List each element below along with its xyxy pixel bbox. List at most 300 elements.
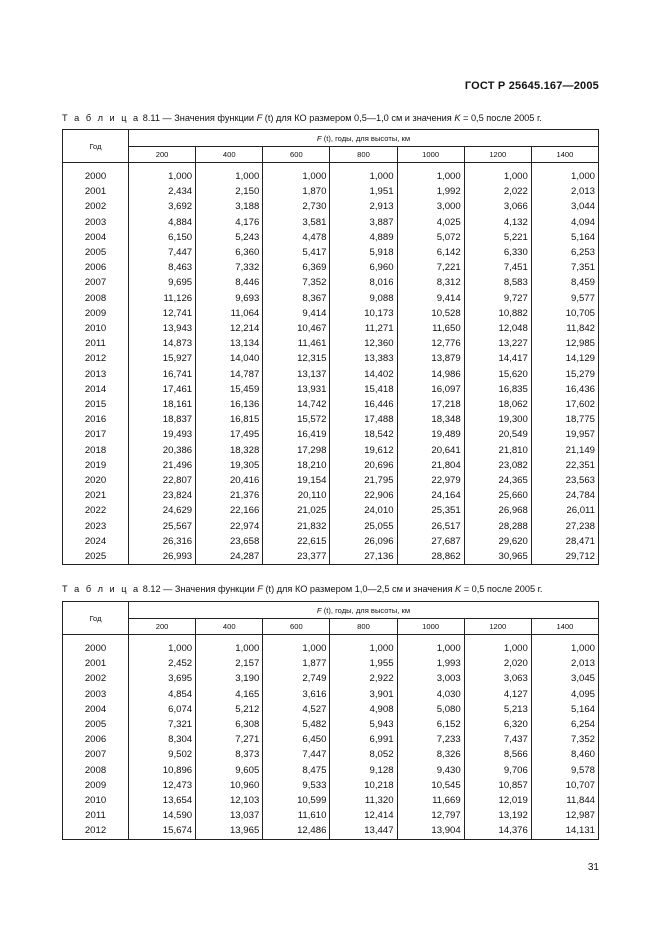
value-cell: 7,451 bbox=[464, 260, 531, 275]
value-cell: 10,882 bbox=[464, 306, 531, 321]
table-8-12 bbox=[62, 601, 599, 840]
value-cell: 21,496 bbox=[129, 458, 196, 473]
year-cell: 2018 bbox=[63, 443, 129, 458]
value-cell: 13,654 bbox=[129, 793, 196, 808]
table-row bbox=[63, 656, 599, 671]
value-cell: 12,473 bbox=[129, 778, 196, 793]
value-cell: 12,360 bbox=[330, 336, 397, 351]
value-cell: 11,610 bbox=[263, 808, 330, 823]
value-cell: 19,489 bbox=[397, 427, 464, 442]
value-cell: 8,460 bbox=[531, 747, 598, 762]
value-cell: 20,549 bbox=[464, 427, 531, 442]
height-col-header: 600 bbox=[263, 147, 330, 163]
value-cell: 11,461 bbox=[263, 336, 330, 351]
value-cell: 21,810 bbox=[464, 443, 531, 458]
table-row bbox=[63, 702, 599, 717]
value-cell: 26,993 bbox=[129, 549, 196, 565]
value-cell: 6,369 bbox=[263, 260, 330, 275]
value-cell: 17,488 bbox=[330, 412, 397, 427]
table-row bbox=[63, 245, 599, 260]
value-cell: 10,599 bbox=[263, 793, 330, 808]
value-cell: 6,960 bbox=[330, 260, 397, 275]
value-cell: 10,218 bbox=[330, 778, 397, 793]
value-cell: 8,463 bbox=[129, 260, 196, 275]
year-cell: 2005 bbox=[63, 717, 129, 732]
value-cell: 4,095 bbox=[531, 687, 598, 702]
value-cell: 28,471 bbox=[531, 534, 598, 549]
value-cell: 12,985 bbox=[531, 336, 598, 351]
table-row bbox=[63, 458, 599, 473]
value-cell: 13,931 bbox=[263, 382, 330, 397]
value-cell: 6,253 bbox=[531, 245, 598, 260]
year-cell: 2016 bbox=[63, 412, 129, 427]
value-cell: 13,383 bbox=[330, 351, 397, 366]
height-col-header: 600 bbox=[263, 619, 330, 635]
value-cell: 11,650 bbox=[397, 321, 464, 336]
table-row bbox=[63, 382, 599, 397]
table-row bbox=[63, 488, 599, 503]
value-cell: 24,010 bbox=[330, 503, 397, 518]
value-cell: 1,000 bbox=[129, 641, 196, 656]
page-number: 31 bbox=[587, 862, 599, 873]
value-cell: 1,992 bbox=[397, 184, 464, 199]
year-cell: 2017 bbox=[63, 427, 129, 442]
value-cell: 10,705 bbox=[531, 306, 598, 321]
value-cell: 13,904 bbox=[397, 823, 464, 839]
height-col-header: 1200 bbox=[464, 619, 531, 635]
value-cell: 11,669 bbox=[397, 793, 464, 808]
table-row bbox=[63, 397, 599, 412]
value-cell: 1,870 bbox=[263, 184, 330, 199]
value-cell: 18,542 bbox=[330, 427, 397, 442]
value-cell: 2,922 bbox=[330, 671, 397, 686]
value-cell: 7,447 bbox=[129, 245, 196, 260]
value-cell: 17,298 bbox=[263, 443, 330, 458]
table-row bbox=[63, 260, 599, 275]
value-cell: 12,987 bbox=[531, 808, 598, 823]
value-cell: 10,960 bbox=[196, 778, 263, 793]
value-cell: 12,214 bbox=[196, 321, 263, 336]
value-cell: 1,000 bbox=[531, 641, 598, 656]
value-cell: 11,842 bbox=[531, 321, 598, 336]
value-cell: 4,094 bbox=[531, 215, 598, 230]
year-cell: 2015 bbox=[63, 397, 129, 412]
value-cell: 24,629 bbox=[129, 503, 196, 518]
value-cell: 1,000 bbox=[531, 169, 598, 184]
value-cell: 8,326 bbox=[397, 747, 464, 762]
value-cell: 10,528 bbox=[397, 306, 464, 321]
value-cell: 9,577 bbox=[531, 291, 598, 306]
value-cell: 22,979 bbox=[397, 473, 464, 488]
value-cell: 1,000 bbox=[464, 169, 531, 184]
table-row bbox=[63, 823, 599, 839]
value-cell: 3,695 bbox=[129, 671, 196, 686]
value-cell: 17,218 bbox=[397, 397, 464, 412]
value-cell: 14,742 bbox=[263, 397, 330, 412]
value-cell: 12,741 bbox=[129, 306, 196, 321]
value-cell: 3,190 bbox=[196, 671, 263, 686]
year-cell: 2021 bbox=[63, 488, 129, 503]
year-cell: 2002 bbox=[63, 671, 129, 686]
value-cell: 7,352 bbox=[263, 275, 330, 290]
value-cell: 16,419 bbox=[263, 427, 330, 442]
value-cell: 15,927 bbox=[129, 351, 196, 366]
value-cell: 6,330 bbox=[464, 245, 531, 260]
year-cell: 2005 bbox=[63, 245, 129, 260]
value-cell: 24,164 bbox=[397, 488, 464, 503]
value-cell: 5,918 bbox=[330, 245, 397, 260]
value-cell: 14,040 bbox=[196, 351, 263, 366]
value-cell: 8,583 bbox=[464, 275, 531, 290]
value-cell: 3,692 bbox=[129, 199, 196, 214]
value-cell: 26,517 bbox=[397, 519, 464, 534]
value-cell: 25,567 bbox=[129, 519, 196, 534]
value-cell: 25,055 bbox=[330, 519, 397, 534]
year-cell: 2003 bbox=[63, 687, 129, 702]
value-cell: 12,797 bbox=[397, 808, 464, 823]
value-cell: 28,862 bbox=[397, 549, 464, 565]
col-year-header: Год bbox=[63, 130, 129, 163]
value-cell: 6,150 bbox=[129, 230, 196, 245]
value-cell: 15,279 bbox=[531, 367, 598, 382]
year-cell: 2022 bbox=[63, 503, 129, 518]
table-row bbox=[63, 793, 599, 808]
value-cell: 15,572 bbox=[263, 412, 330, 427]
height-col-header: 1000 bbox=[397, 619, 464, 635]
value-cell: 7,351 bbox=[531, 260, 598, 275]
value-cell: 6,450 bbox=[263, 732, 330, 747]
height-col-header: 400 bbox=[196, 147, 263, 163]
value-cell: 23,563 bbox=[531, 473, 598, 488]
value-cell: 13,965 bbox=[196, 823, 263, 839]
value-cell: 9,414 bbox=[263, 306, 330, 321]
group-header: F (t), годы, для высоты, км bbox=[129, 130, 599, 147]
value-cell: 19,154 bbox=[263, 473, 330, 488]
value-cell: 4,165 bbox=[196, 687, 263, 702]
height-col-header: 1400 bbox=[531, 147, 598, 163]
table-row bbox=[63, 336, 599, 351]
value-cell: 16,835 bbox=[464, 382, 531, 397]
value-cell: 1,000 bbox=[129, 169, 196, 184]
value-cell: 9,088 bbox=[330, 291, 397, 306]
year-cell: 2010 bbox=[63, 321, 129, 336]
table-row bbox=[63, 717, 599, 732]
height-col-header: 800 bbox=[330, 619, 397, 635]
table-8-11 bbox=[62, 129, 599, 565]
value-cell: 1,000 bbox=[196, 169, 263, 184]
value-cell: 22,974 bbox=[196, 519, 263, 534]
value-cell: 23,824 bbox=[129, 488, 196, 503]
value-cell: 1,000 bbox=[263, 641, 330, 656]
value-cell: 8,566 bbox=[464, 747, 531, 762]
value-cell: 19,493 bbox=[129, 427, 196, 442]
value-cell: 22,351 bbox=[531, 458, 598, 473]
value-cell: 21,795 bbox=[330, 473, 397, 488]
value-cell: 6,320 bbox=[464, 717, 531, 732]
value-cell: 4,025 bbox=[397, 215, 464, 230]
table-row bbox=[63, 549, 599, 565]
value-cell: 14,131 bbox=[531, 823, 598, 839]
value-cell: 29,712 bbox=[531, 549, 598, 565]
table-row bbox=[63, 671, 599, 686]
value-cell: 10,707 bbox=[531, 778, 598, 793]
value-cell: 3,000 bbox=[397, 199, 464, 214]
value-cell: 2,157 bbox=[196, 656, 263, 671]
table-row bbox=[63, 427, 599, 442]
value-cell: 21,804 bbox=[397, 458, 464, 473]
year-cell: 2001 bbox=[63, 656, 129, 671]
value-cell: 1,955 bbox=[330, 656, 397, 671]
value-cell: 1,993 bbox=[397, 656, 464, 671]
value-cell: 20,110 bbox=[263, 488, 330, 503]
value-cell: 24,287 bbox=[196, 549, 263, 565]
table-row bbox=[63, 503, 599, 518]
value-cell: 7,221 bbox=[397, 260, 464, 275]
value-cell: 1,000 bbox=[196, 641, 263, 656]
value-cell: 1,877 bbox=[263, 656, 330, 671]
value-cell: 18,775 bbox=[531, 412, 598, 427]
value-cell: 1,000 bbox=[263, 169, 330, 184]
value-cell: 14,787 bbox=[196, 367, 263, 382]
value-cell: 26,096 bbox=[330, 534, 397, 549]
year-cell: 2014 bbox=[63, 382, 129, 397]
value-cell: 1,000 bbox=[464, 641, 531, 656]
value-cell: 13,037 bbox=[196, 808, 263, 823]
value-cell: 23,658 bbox=[196, 534, 263, 549]
value-cell: 11,320 bbox=[330, 793, 397, 808]
value-cell: 10,545 bbox=[397, 778, 464, 793]
year-cell: 2003 bbox=[63, 215, 129, 230]
value-cell: 9,128 bbox=[330, 763, 397, 778]
value-cell: 2,730 bbox=[263, 199, 330, 214]
value-cell: 26,011 bbox=[531, 503, 598, 518]
height-col-header: 200 bbox=[129, 147, 196, 163]
value-cell: 12,315 bbox=[263, 351, 330, 366]
document-header: ГОСТ Р 25645.167—2005 bbox=[464, 80, 599, 92]
value-cell: 22,615 bbox=[263, 534, 330, 549]
value-cell: 23,377 bbox=[263, 549, 330, 565]
value-cell: 14,402 bbox=[330, 367, 397, 382]
value-cell: 9,695 bbox=[129, 275, 196, 290]
value-cell: 8,052 bbox=[330, 747, 397, 762]
value-cell: 19,612 bbox=[330, 443, 397, 458]
height-col-header: 400 bbox=[196, 619, 263, 635]
value-cell: 5,243 bbox=[196, 230, 263, 245]
value-cell: 12,776 bbox=[397, 336, 464, 351]
year-cell: 2012 bbox=[63, 823, 129, 839]
value-cell: 19,957 bbox=[531, 427, 598, 442]
table-row bbox=[63, 534, 599, 549]
value-cell: 15,459 bbox=[196, 382, 263, 397]
value-cell: 20,416 bbox=[196, 473, 263, 488]
value-cell: 10,467 bbox=[263, 321, 330, 336]
value-cell: 3,901 bbox=[330, 687, 397, 702]
value-cell: 18,328 bbox=[196, 443, 263, 458]
value-cell: 5,212 bbox=[196, 702, 263, 717]
value-cell: 1,951 bbox=[330, 184, 397, 199]
value-cell: 2,749 bbox=[263, 671, 330, 686]
value-cell: 6,142 bbox=[397, 245, 464, 260]
value-cell: 24,784 bbox=[531, 488, 598, 503]
value-cell: 4,854 bbox=[129, 687, 196, 702]
value-cell: 27,687 bbox=[397, 534, 464, 549]
value-cell: 5,482 bbox=[263, 717, 330, 732]
value-cell: 21,376 bbox=[196, 488, 263, 503]
value-cell: 9,533 bbox=[263, 778, 330, 793]
value-cell: 25,660 bbox=[464, 488, 531, 503]
value-cell: 22,166 bbox=[196, 503, 263, 518]
year-cell: 2025 bbox=[63, 549, 129, 565]
height-col-header: 800 bbox=[330, 147, 397, 163]
table-row bbox=[63, 275, 599, 290]
year-cell: 2007 bbox=[63, 747, 129, 762]
value-cell: 11,064 bbox=[196, 306, 263, 321]
table-row bbox=[63, 473, 599, 488]
value-cell: 11,844 bbox=[531, 793, 598, 808]
value-cell: 2,452 bbox=[129, 656, 196, 671]
value-cell: 6,360 bbox=[196, 245, 263, 260]
value-cell: 12,048 bbox=[464, 321, 531, 336]
table-row bbox=[63, 169, 599, 184]
table-row bbox=[63, 763, 599, 778]
value-cell: 15,418 bbox=[330, 382, 397, 397]
value-cell: 6,254 bbox=[531, 717, 598, 732]
value-cell: 18,161 bbox=[129, 397, 196, 412]
value-cell: 18,348 bbox=[397, 412, 464, 427]
value-cell: 8,459 bbox=[531, 275, 598, 290]
year-cell: 2006 bbox=[63, 732, 129, 747]
value-cell: 2,434 bbox=[129, 184, 196, 199]
value-cell: 14,986 bbox=[397, 367, 464, 382]
value-cell: 17,602 bbox=[531, 397, 598, 412]
table-row bbox=[63, 291, 599, 306]
value-cell: 13,137 bbox=[263, 367, 330, 382]
value-cell: 16,815 bbox=[196, 412, 263, 427]
value-cell: 19,305 bbox=[196, 458, 263, 473]
year-cell: 2024 bbox=[63, 534, 129, 549]
value-cell: 14,376 bbox=[464, 823, 531, 839]
value-cell: 13,227 bbox=[464, 336, 531, 351]
table-row bbox=[63, 687, 599, 702]
value-cell: 5,943 bbox=[330, 717, 397, 732]
value-cell: 9,727 bbox=[464, 291, 531, 306]
value-cell: 12,019 bbox=[464, 793, 531, 808]
year-cell: 2002 bbox=[63, 199, 129, 214]
year-cell: 2011 bbox=[63, 808, 129, 823]
value-cell: 2,013 bbox=[531, 184, 598, 199]
value-cell: 25,351 bbox=[397, 503, 464, 518]
value-cell: 9,414 bbox=[397, 291, 464, 306]
value-cell: 9,693 bbox=[196, 291, 263, 306]
table-8-12-caption: Т а б л и ц а 8.12 — Значения функции F (t) для КО размером 1,0—2,5 см и значения K = 0,5 после 2005 г. bbox=[62, 584, 543, 594]
year-cell: 2006 bbox=[63, 260, 129, 275]
value-cell: 18,837 bbox=[129, 412, 196, 427]
year-cell: 2004 bbox=[63, 702, 129, 717]
table-row bbox=[63, 230, 599, 245]
value-cell: 5,080 bbox=[397, 702, 464, 717]
value-cell: 8,312 bbox=[397, 275, 464, 290]
table-row bbox=[63, 321, 599, 336]
value-cell: 16,446 bbox=[330, 397, 397, 412]
value-cell: 14,873 bbox=[129, 336, 196, 351]
table-row bbox=[63, 351, 599, 366]
value-cell: 3,887 bbox=[330, 215, 397, 230]
value-cell: 4,889 bbox=[330, 230, 397, 245]
value-cell: 1,000 bbox=[397, 169, 464, 184]
value-cell: 16,741 bbox=[129, 367, 196, 382]
value-cell: 8,367 bbox=[263, 291, 330, 306]
value-cell: 4,132 bbox=[464, 215, 531, 230]
value-cell: 16,436 bbox=[531, 382, 598, 397]
value-cell: 9,706 bbox=[464, 763, 531, 778]
value-cell: 10,173 bbox=[330, 306, 397, 321]
value-cell: 6,991 bbox=[330, 732, 397, 747]
value-cell: 3,188 bbox=[196, 199, 263, 214]
value-cell: 3,063 bbox=[464, 671, 531, 686]
year-cell: 2010 bbox=[63, 793, 129, 808]
value-cell: 20,696 bbox=[330, 458, 397, 473]
table-row bbox=[63, 443, 599, 458]
value-cell: 3,003 bbox=[397, 671, 464, 686]
year-cell: 2019 bbox=[63, 458, 129, 473]
value-cell: 29,620 bbox=[464, 534, 531, 549]
col-year-header: Год bbox=[63, 602, 129, 635]
value-cell: 7,447 bbox=[263, 747, 330, 762]
value-cell: 7,437 bbox=[464, 732, 531, 747]
year-cell: 2004 bbox=[63, 230, 129, 245]
value-cell: 2,150 bbox=[196, 184, 263, 199]
year-cell: 2000 bbox=[63, 641, 129, 656]
value-cell: 8,304 bbox=[129, 732, 196, 747]
value-cell: 10,896 bbox=[129, 763, 196, 778]
value-cell: 5,072 bbox=[397, 230, 464, 245]
value-cell: 2,020 bbox=[464, 656, 531, 671]
value-cell: 9,502 bbox=[129, 747, 196, 762]
value-cell: 13,943 bbox=[129, 321, 196, 336]
table-row bbox=[63, 215, 599, 230]
year-cell: 2009 bbox=[63, 778, 129, 793]
value-cell: 13,879 bbox=[397, 351, 464, 366]
value-cell: 8,475 bbox=[263, 763, 330, 778]
value-cell: 4,176 bbox=[196, 215, 263, 230]
value-cell: 21,025 bbox=[263, 503, 330, 518]
value-cell: 9,430 bbox=[397, 763, 464, 778]
value-cell: 4,030 bbox=[397, 687, 464, 702]
value-cell: 3,066 bbox=[464, 199, 531, 214]
value-cell: 20,641 bbox=[397, 443, 464, 458]
value-cell: 14,129 bbox=[531, 351, 598, 366]
value-cell: 26,968 bbox=[464, 503, 531, 518]
value-cell: 3,581 bbox=[263, 215, 330, 230]
value-cell: 10,857 bbox=[464, 778, 531, 793]
value-cell: 15,674 bbox=[129, 823, 196, 839]
year-cell: 2008 bbox=[63, 291, 129, 306]
height-col-header: 1000 bbox=[397, 147, 464, 163]
value-cell: 22,807 bbox=[129, 473, 196, 488]
value-cell: 6,308 bbox=[196, 717, 263, 732]
value-cell: 7,233 bbox=[397, 732, 464, 747]
value-cell: 27,136 bbox=[330, 549, 397, 565]
value-cell: 18,210 bbox=[263, 458, 330, 473]
value-cell: 8,016 bbox=[330, 275, 397, 290]
year-cell: 2023 bbox=[63, 519, 129, 534]
value-cell: 13,192 bbox=[464, 808, 531, 823]
group-header: F (t), годы, для высоты, км bbox=[129, 602, 599, 619]
value-cell: 13,134 bbox=[196, 336, 263, 351]
value-cell: 9,605 bbox=[196, 763, 263, 778]
value-cell: 1,000 bbox=[330, 169, 397, 184]
value-cell: 1,000 bbox=[397, 641, 464, 656]
